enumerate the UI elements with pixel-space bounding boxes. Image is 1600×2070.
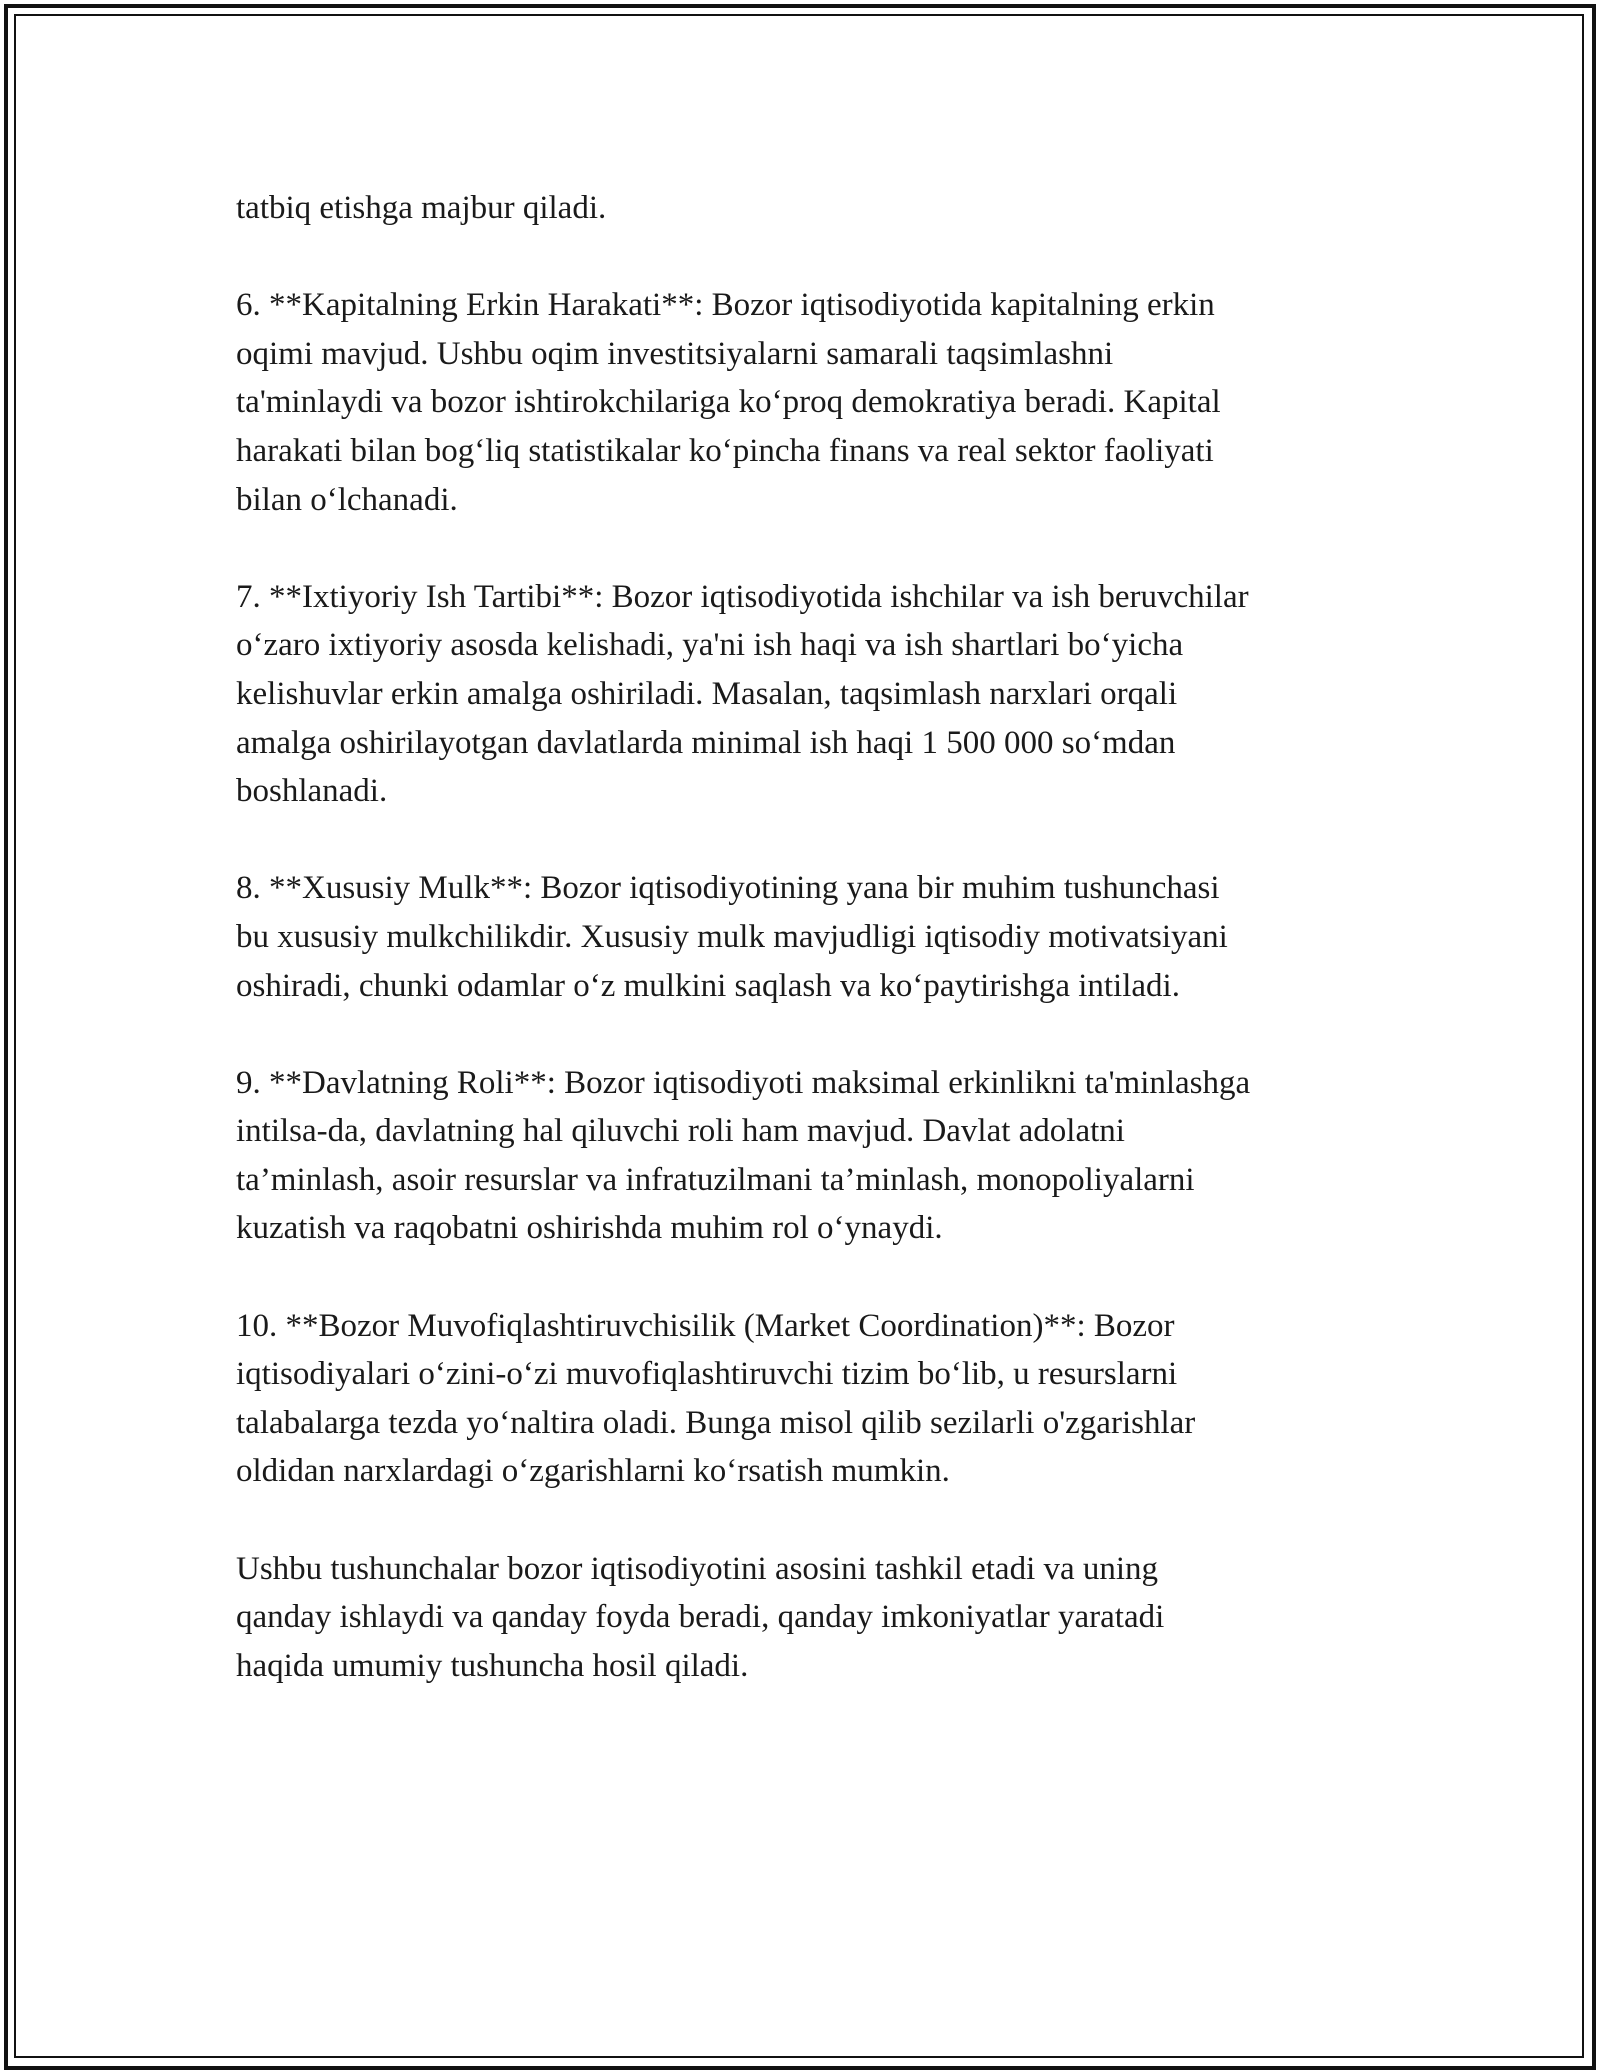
paragraph-conclusion: Ushbu tushunchalar bozor iqtisodiyotini asosini tashkil etadi va uning qanday ishlaydi va qanday foyda beradi, qanday imkoniyatlar yaratadi haqida umumiy tushuncha hosil qiladi.: [236, 1550, 1165, 1684]
paragraph-item-7-voluntary-work: 7. **Ixtiyoriy Ish Tartibi**: Bozor iqtisodiyotida ishchilar va ish beruvchilar oʻzaro ixtiyoriy asosda kelishadi, ya'ni ish haqi va ish shartlari boʻyicha kelishuvlar erkin amalga oshiriladi. Masalan, taqsimlash narxlari orqali amalga oshirilayotgan davlatlarda minimal ish haqi 1 500 000 soʻmdan boshlanadi.: [236, 578, 1249, 810]
document-body: [236, 184, 1376, 1690]
paragraph-item-8-private-property: 8. **Xususiy Mulk**: Bozor iqtisodiyotining yana bir muhim tushunchasi bu xususiy mulkchilikdir. Xususiy mulk mavjudligi iqtisodiy motivatsiyani oshiradi, chunki odamlar oʻz mulkini saqlash va koʻpaytirishga intiladi.: [236, 870, 1228, 1004]
paragraph-item-10-market-coordination: 10. **Bozor Muvofiqlashtiruvchisilik (Market Coordination)**: Bozor iqtisodiyalari oʻzini-oʻzi muvofiqlashtiruvchi tizim boʻlib, u resurslarni talabalarga tezda yoʻnaltira oladi. Bunga misol qilib sezilarli o'zgarishlar oldidan narxlardagi oʻzgarishlarni koʻrsatish mumkin.: [236, 1307, 1196, 1490]
paragraph-item-9-state-role: 9. **Davlatning Roli**: Bozor iqtisodiyoti maksimal erkinlikni ta'minlashga intilsa-da, davlatning hal qiluvchi roli ham mavjud. Davlat adolatni ta’minlash, asoir resurslar va infratuzilmani ta’minlash, monopoliyalarni kuzatish va raqobatni oshirishda muhim rol oʻynaydi.: [236, 1064, 1251, 1247]
paragraph-item-6-capital-movement: 6. **Kapitalning Erkin Harakati**: Bozor iqtisodiyotida kapitalning erkin oqimi mavjud. Ushbu oqim investitsiyalarni samarali taqsimlashni ta'minlaydi va bozor ishtirokchilariga koʻproq demokratiya beradi. Kapital harakati bilan bogʻliq statistikalar koʻpincha finans va real sektor faoliyati bilan oʻlchanadi.: [236, 287, 1221, 518]
paragraph-continuation: tatbiq etishga majbur qiladi.: [236, 190, 607, 226]
